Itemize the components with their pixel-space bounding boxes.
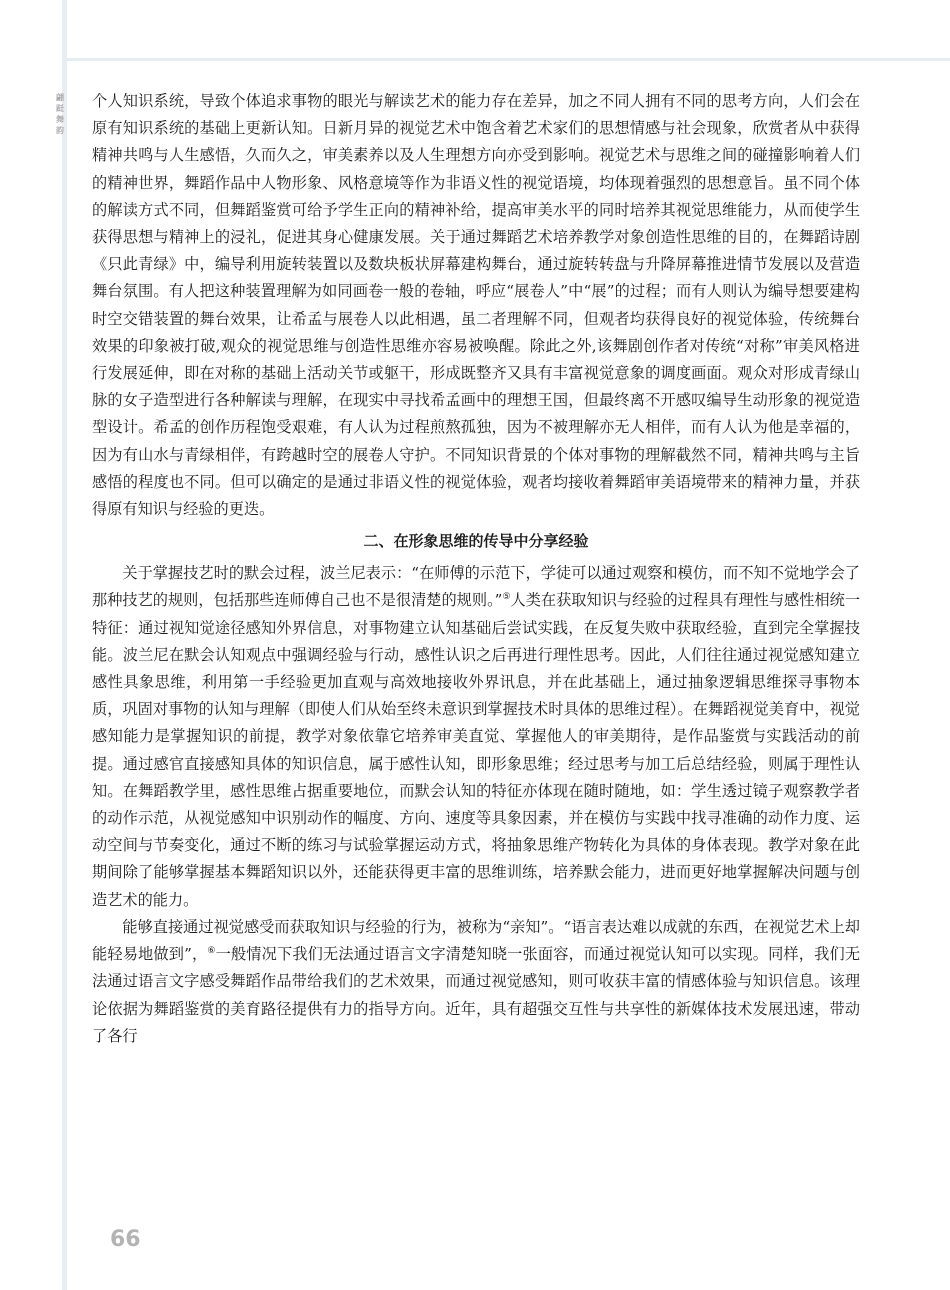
paragraph-2 [92, 560, 860, 914]
paragraph-1: 个人知识系统，导致个体追求事物的眼光与解读艺术的能力存在差异，加之不同人拥有不同的思考方向，人们会在原有知识系统的基础上更新认知。日新月异的视觉艺术中饱含着艺术家们的思想情感与社会现象，欣赏者从中获得精神共鸣与人生感悟，久而久之，审美素养以及人生理想方向亦受到影响。视觉艺术与思维之间的碰撞影响着人们的精神世界，舞蹈作品中人物形象、风格意境等作为非语义性的视觉语境，均体现着强烈的思想意旨。虽不同个体的解读方式不同，但舞蹈鉴赏可给予学生正向的精神补给，提高审美水平的同时培养其视觉思维能力，从而使学生获得思想与精神上的浸礼，促进其身心健康发展。关于通过舞蹈艺术培养教学对象创造性思维的目的，在舞蹈诗剧《只此青绿》中，编导利用旋转装置以及数块板状屏幕建构舞台，通过旋转转盘与升降屏幕推进情节发展以及营造舞台氛围。有人把这种装置理解为如同画卷一般的卷轴，呼应“展卷人”中“展”的过程；而有人则认为编导想要建构时空交错装置的舞台效果，让希孟与展卷人以此相遇，虽二者理解不同，但观者均获得良好的视觉体验，传统舞台效果的印象被打破,观众的视觉思维与创造性思维亦容易被唤醒。除此之外,该舞剧创作者对传统“对称”审美风格进行发展延伸，即在对称的基础上活动关节或躯干，形成既整齐又具有丰富视觉意象的调度画面。观众对形成青绿山脉的女子造型进行各种解读与理解，在现实中寻找希孟画中的理想王国，但最终离不开感叹编导生动形象的视觉造型设计。希孟的创作历程饱受艰难，有人认为过程煎熬孤独，因为不被理解亦无人相伴，而有人认为他是幸福的，因为有山水与青绿相伴，有跨越时空的展卷人守护。不同知识背景的个体对事物的理解截然不同，精神共鸣与主旨感悟的程度也不同。但可以确定的是通过非语义性的视觉体验，观者均接收着舞蹈审美语境带来的精神力量，并获得原有知识与经验的更迭。 [92, 92, 860, 519]
footnote-ref-6[interactable]: ⑥ [207, 946, 216, 957]
paragraph-3 [92, 914, 860, 1050]
paragraph-3-part-b: 一般情况下我们无法通过语言文字清楚知晓一张面容，而通过视觉认知可以实现。同样，我们无法通过语言文字感受舞蹈作品带给我们的艺术效果，而通过视觉感知，则可收获丰富的情感体验与知识信息。该理论依据为舞蹈鉴赏的美育路径提供有力的指导方向。近年，具有超强交互性与共享性的新媒体技术发展迅速，带动了各行 [92, 945, 861, 1045]
paragraph-2-part-b: 人类在获取知识与经验的过程具有理性与感性相统一特征：通过视知觉途径感知外界信息，对事物建立认知基础后尝试实践，在反复失败中获取经验，直到完全掌握技能。波兰尼在默会认知观点中强调经验与行动，感性认识之后再进行理性思考。因此，人们往往通过视觉感知建立感性具象思维，利用第一手经验更加直观与高效地接收外界讯息，并在此基础上，通过抽象逻辑思维探寻事物本质，巩固对事物的认知与理解（即使人们从始至终未意识到掌握技术时具体的思维过程）。在舞蹈视觉美育中，视觉感知能力是掌握知识的前提，教学对象依靠它培养审美直觉、掌握他人的审美期待，是作品鉴赏与实践活动的前提。通过感官直接感知具体的知识信息，属于感性认知，即形象思维；经过思考与加工后总结经验，则属于理性认知。在舞蹈教学里，感性思维占据重要地位，而默会认知的特征亦体现在随时随地，如：学生透过镜子观察教学者的动作示范，从视觉感知中识别动作的幅度、方向、速度等具象因素，并在模仿与实践中找寻准确的动作力度、运动空间与节奏变化，通过不断的练习与试验掌握运动方式，将抽象思维产物转化为具体的身体表现。教学对象在此期间除了能够掌握基本舞蹈知识以外，还能获得更丰富的思维训练，培养默会能力，进而更好地掌握解决问题与创造艺术的能力。 [92, 591, 861, 909]
margin-bar [62, 0, 67, 1290]
footnote-ref-5[interactable]: ⑤ [502, 592, 511, 603]
section-heading: 二、在形象思维的传导中分享经验 [363, 532, 589, 551]
page-number: 66 [110, 1227, 141, 1252]
paragraph-2-part-a: 关于掌握技艺时的默会过程，波兰尼表示：“在师傅的示范下，学徒可以通过观察和模仿，而不知不觉地学会了那种技艺的规则，包括那些连师傅自己也不是很清楚的规则。” [92, 564, 860, 610]
article-body [92, 88, 860, 1050]
paragraph-3-part-a: 能够直接通过视觉感受而获取知识与经验的行为，被称为“亲知”。“语言表达难以成就的东西，在视觉艺术上却能轻易地做到”， [92, 917, 860, 964]
header-rule [64, 58, 950, 61]
running-header-label: 翩跹舞韵 [56, 93, 64, 135]
